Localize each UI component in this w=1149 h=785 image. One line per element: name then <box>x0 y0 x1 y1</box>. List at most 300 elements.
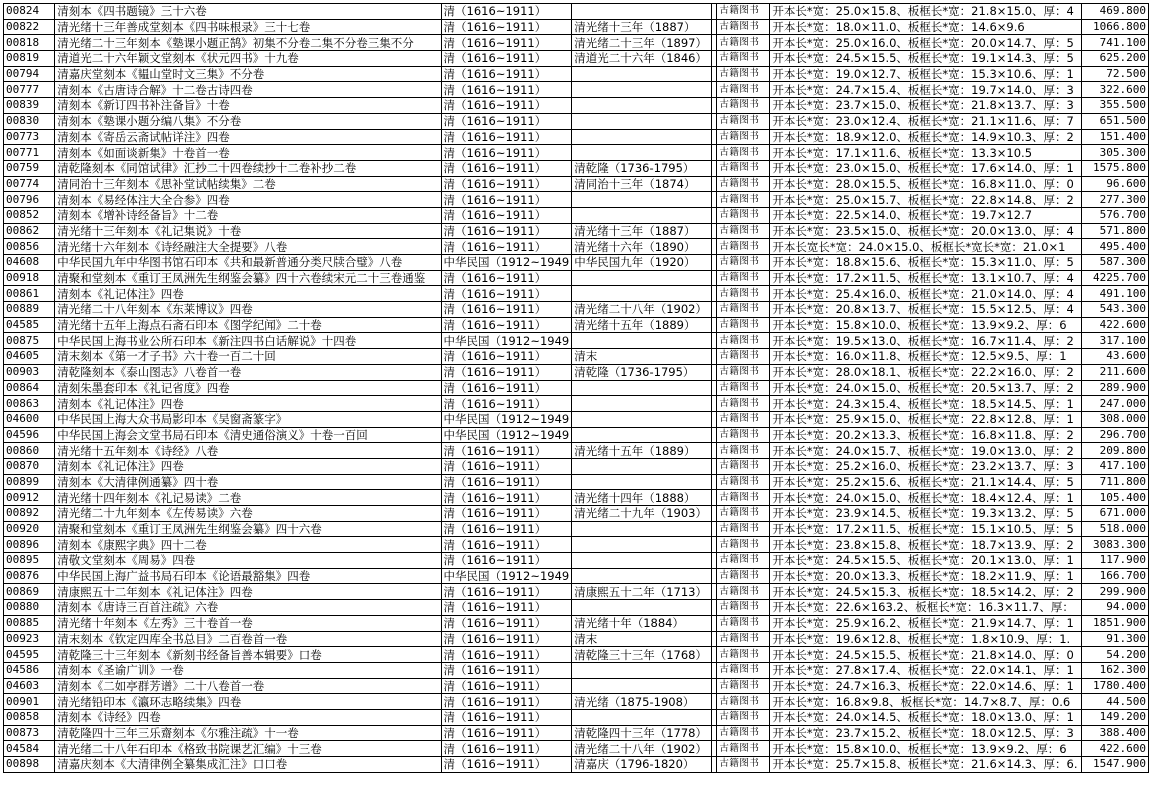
cell-spec[interactable]: 开本长*宽：24.5×15.5、板框长*宽：19.1×14.3、厚：5 <box>770 51 1082 67</box>
cell-amount[interactable]: 587.300 <box>1082 255 1149 271</box>
cell-category[interactable]: 古籍图书 <box>717 160 770 176</box>
cell-id[interactable]: 04585 <box>4 317 55 333</box>
cell-title[interactable]: 清道光二十六年颖文堂刻本《状元四书》十九卷 <box>55 51 441 67</box>
cell-spec[interactable]: 开本长*宽：17.2×11.5、板框长*宽：13.1×10.7、厚：4 <box>770 270 1082 286</box>
table-row[interactable] <box>4 427 1149 443</box>
table-row[interactable] <box>4 694 1149 710</box>
cell-id[interactable]: 00870 <box>4 458 55 474</box>
cell-spec[interactable]: 开本长*宽：28.0×18.1、板框长*宽：22.2×16.0、厚：2 <box>770 364 1082 380</box>
cell-spec[interactable]: 开本长*宽：24.3×15.4、板框长*宽：18.5×14.5、厚：1 <box>770 396 1082 412</box>
cell-title[interactable]: 中华民国上海广益书局石印本《论语最豁集》四卷 <box>55 568 441 584</box>
cell-category[interactable]: 古籍图书 <box>717 223 770 239</box>
cell-id[interactable]: 00771 <box>4 145 55 161</box>
cell-title[interactable]: 清刻本《礼记体注》四卷 <box>55 458 441 474</box>
cell-era[interactable]: 清光绪十五年（1889） <box>572 317 712 333</box>
cell-category[interactable]: 古籍图书 <box>717 662 770 678</box>
cell-spec[interactable]: 开本长*宽：24.0×15.7、板框长*宽：19.0×13.0、厚：2 <box>770 443 1082 459</box>
cell-era[interactable] <box>572 207 712 223</box>
cell-spec[interactable]: 开本长*宽：23.9×14.5、板框长*宽：19.3×13.2、厚：5 <box>770 506 1082 522</box>
cell-dynasty[interactable]: 清（1616~1911） <box>441 647 572 663</box>
cell-id[interactable]: 00889 <box>4 302 55 318</box>
cell-era[interactable] <box>572 129 712 145</box>
cell-era[interactable]: 清乾隆三十三年（1768） <box>572 647 712 663</box>
table-row[interactable] <box>4 490 1149 506</box>
cell-id[interactable]: 00876 <box>4 568 55 584</box>
cell-id[interactable]: 00839 <box>4 98 55 114</box>
cell-amount[interactable]: 571.800 <box>1082 223 1149 239</box>
cell-spec[interactable]: 开本长*宽：25.2×15.6、板框长*宽：21.1×14.4、厚：5 <box>770 474 1082 490</box>
cell-dynasty[interactable]: 中华民国（1912~1949 <box>441 411 572 427</box>
cell-dynasty[interactable]: 清（1616~1911） <box>441 129 572 145</box>
cell-id[interactable]: 00880 <box>4 600 55 616</box>
table-row[interactable] <box>4 4 1149 20</box>
cell-era[interactable] <box>572 537 712 553</box>
cell-category[interactable]: 古籍图书 <box>717 506 770 522</box>
cell-era[interactable]: 清末 <box>572 349 712 365</box>
cell-title[interactable]: 清乾隆刻本《泰山图志》八卷首一卷 <box>55 364 441 380</box>
cell-dynasty[interactable]: 清（1616~1911） <box>441 741 572 757</box>
cell-title[interactable]: 清刻本《唐诗三百首注疏》六卷 <box>55 600 441 616</box>
cell-amount[interactable]: 43.600 <box>1082 349 1149 365</box>
cell-title[interactable]: 清光绪二十三年刻本《塾课小题正鹄》初集不分卷二集不分卷三集不分 <box>55 35 441 51</box>
cell-spec[interactable]: 开本长*宽：17.2×11.5、板框长*宽：15.1×10.5、厚：5 <box>770 521 1082 537</box>
cell-spec[interactable]: 开本长*宽：28.0×15.5、板框长*宽：16.8×11.0、厚：0 <box>770 176 1082 192</box>
cell-title[interactable]: 清同治十三年刻本《思补堂试帖续集》二卷 <box>55 176 441 192</box>
cell-amount[interactable]: 422.600 <box>1082 741 1149 757</box>
cell-id[interactable]: 00794 <box>4 66 55 82</box>
cell-id[interactable]: 00895 <box>4 553 55 569</box>
cell-title[interactable]: 清刻朱墨套印本《礼记省度》四卷 <box>55 380 441 396</box>
cell-category[interactable]: 古籍图书 <box>717 207 770 223</box>
cell-amount[interactable]: 44.500 <box>1082 694 1149 710</box>
cell-era[interactable] <box>572 600 712 616</box>
table-row[interactable] <box>4 19 1149 35</box>
cell-title[interactable]: 清光绪十五年上海点石斋石印本《图学纪闻》二十卷 <box>55 317 441 333</box>
cell-dynasty[interactable]: 清（1616~1911） <box>441 553 572 569</box>
cell-era[interactable]: 清光绪十三年（1887） <box>572 223 712 239</box>
cell-title[interactable]: 清光绪十六年刻本《诗经融注大全提要》八卷 <box>55 239 441 255</box>
cell-spec[interactable]: 开本长*宽：23.0×12.4、板框长*宽：21.1×11.6、厚：7 <box>770 113 1082 129</box>
cell-id[interactable]: 00869 <box>4 584 55 600</box>
cell-spec[interactable]: 开本长*宽：24.0×15.0、板框长*宽：18.4×12.4、厚：1 <box>770 490 1082 506</box>
cell-category[interactable]: 古籍图书 <box>717 66 770 82</box>
cell-title[interactable]: 清乾隆四十三年三乐齋刻本《尔雅注疏》十一卷 <box>55 725 441 741</box>
table-row[interactable] <box>4 757 1149 773</box>
cell-spec[interactable]: 开本长*宽：19.5×13.0、板框长*宽：16.7×11.4、厚：2 <box>770 333 1082 349</box>
cell-amount[interactable]: 651.500 <box>1082 113 1149 129</box>
cell-amount[interactable]: 576.700 <box>1082 207 1149 223</box>
cell-spec[interactable]: 开本长*宽：19.0×12.7、板框长*宽：15.3×10.6、厚：1 <box>770 66 1082 82</box>
cell-id[interactable]: 04584 <box>4 741 55 757</box>
cell-era[interactable] <box>572 568 712 584</box>
cell-title[interactable]: 清聚和堂刻本《重订王凤洲先生纲鉴会纂》四十六卷续宋元二十三卷通鉴 <box>55 270 441 286</box>
cell-spec[interactable]: 开本长宽长*宽：24.0×15.0、板框长*宽长*宽：21.0×1 <box>770 239 1082 255</box>
cell-spec[interactable]: 开本长*宽：20.8×13.7、板框长*宽：15.5×12.5、厚：4 <box>770 302 1082 318</box>
cell-era[interactable]: 清光绪（1875-1908） <box>572 694 712 710</box>
cell-category[interactable]: 古籍图书 <box>717 490 770 506</box>
table-row[interactable] <box>4 66 1149 82</box>
cell-category[interactable]: 古籍图书 <box>717 364 770 380</box>
cell-id[interactable]: 00858 <box>4 709 55 725</box>
cell-id[interactable]: 00912 <box>4 490 55 506</box>
cell-era[interactable]: 清光绪十三年（1887） <box>572 19 712 35</box>
cell-era[interactable]: 清乾隆四十三年（1778） <box>572 725 712 741</box>
cell-spec[interactable]: 开本长*宽：23.0×15.0、板框长*宽：17.6×14.0、厚：1 <box>770 160 1082 176</box>
cell-dynasty[interactable]: 清（1616~1911） <box>441 286 572 302</box>
cell-id[interactable]: 00860 <box>4 443 55 459</box>
cell-spec[interactable]: 开本长*宽：22.6×163.2、板框长*宽：16.3×11.7、厚： <box>770 600 1082 616</box>
cell-spec[interactable]: 开本长*宽：16.0×11.8、板框长*宽：12.5×9.5、厚：1 <box>770 349 1082 365</box>
cell-category[interactable]: 古籍图书 <box>717 192 770 208</box>
table-row[interactable] <box>4 349 1149 365</box>
cell-dynasty[interactable]: 清（1616~1911） <box>441 19 572 35</box>
cell-category[interactable]: 古籍图书 <box>717 51 770 67</box>
cell-category[interactable]: 古籍图书 <box>717 302 770 318</box>
table-row[interactable] <box>4 255 1149 271</box>
cell-title[interactable]: 清刻本《诗经》四卷 <box>55 709 441 725</box>
table-row[interactable] <box>4 537 1149 553</box>
cell-amount[interactable]: 211.600 <box>1082 364 1149 380</box>
cell-id[interactable]: 00830 <box>4 113 55 129</box>
cell-amount[interactable]: 711.800 <box>1082 474 1149 490</box>
cell-title[interactable]: 清刻本《塾课小题分编八集》不分卷 <box>55 113 441 129</box>
cell-era[interactable]: 清乾隆（1736-1795） <box>572 364 712 380</box>
cell-category[interactable]: 古籍图书 <box>717 4 770 20</box>
table-row[interactable] <box>4 145 1149 161</box>
table-row[interactable] <box>4 51 1149 67</box>
table-row[interactable] <box>4 270 1149 286</box>
cell-era[interactable] <box>572 333 712 349</box>
table-row[interactable] <box>4 82 1149 98</box>
cell-dynasty[interactable]: 清（1616~1911） <box>441 192 572 208</box>
cell-dynasty[interactable]: 清（1616~1911） <box>441 396 572 412</box>
cell-category[interactable]: 古籍图书 <box>717 427 770 443</box>
cell-amount[interactable]: 296.700 <box>1082 427 1149 443</box>
cell-id[interactable]: 00899 <box>4 474 55 490</box>
cell-spec[interactable]: 开本长*宽：24.0×15.0、板框长*宽：20.5×13.7、厚：2 <box>770 380 1082 396</box>
cell-dynasty[interactable]: 清（1616~1911） <box>441 207 572 223</box>
cell-amount[interactable]: 1547.900 <box>1082 757 1149 773</box>
cell-category[interactable]: 古籍图书 <box>717 98 770 114</box>
cell-era[interactable] <box>572 270 712 286</box>
cell-era[interactable]: 清光绪十五年（1889） <box>572 443 712 459</box>
table-row[interactable] <box>4 443 1149 459</box>
table-row[interactable] <box>4 160 1149 176</box>
cell-title[interactable]: 清刻本《大清律例通纂》四十卷 <box>55 474 441 490</box>
table-row[interactable] <box>4 98 1149 114</box>
cell-era[interactable]: 清同治十三年（1874） <box>572 176 712 192</box>
cell-dynasty[interactable]: 中华民国（1912~1949 <box>441 255 572 271</box>
cell-category[interactable]: 古籍图书 <box>717 678 770 694</box>
table-row[interactable] <box>4 396 1149 412</box>
cell-dynasty[interactable]: 清（1616~1911） <box>441 458 572 474</box>
cell-id[interactable]: 00873 <box>4 725 55 741</box>
cell-era[interactable] <box>572 113 712 129</box>
cell-spec[interactable]: 开本长*宽：24.7×16.3、板框长*宽：22.0×14.6、厚：1 <box>770 678 1082 694</box>
cell-amount[interactable]: 247.000 <box>1082 396 1149 412</box>
cell-category[interactable]: 古籍图书 <box>717 553 770 569</box>
cell-era[interactable] <box>572 98 712 114</box>
cell-category[interactable]: 古籍图书 <box>717 380 770 396</box>
cell-title[interactable]: 清末刻本《钦定四库全书总目》二百卷首一卷 <box>55 631 441 647</box>
cell-dynasty[interactable]: 清（1616~1911） <box>441 662 572 678</box>
cell-dynasty[interactable]: 清（1616~1911） <box>441 709 572 725</box>
table-row[interactable] <box>4 506 1149 522</box>
table-row[interactable] <box>4 223 1149 239</box>
cell-era[interactable] <box>572 662 712 678</box>
cell-spec[interactable]: 开本长*宽：24.5×15.3、板框长*宽：18.5×14.2、厚：2 <box>770 584 1082 600</box>
cell-spec[interactable]: 开本长*宽：24.7×15.4、板框长*宽：19.7×14.0、厚：3 <box>770 82 1082 98</box>
cell-category[interactable]: 古籍图书 <box>717 349 770 365</box>
cell-spec[interactable]: 开本长*宽：23.8×15.8、板框长*宽：18.7×13.9、厚：2 <box>770 537 1082 553</box>
cell-era[interactable]: 清道光二十六年（1846） <box>572 51 712 67</box>
cell-id[interactable]: 00773 <box>4 129 55 145</box>
cell-title[interactable]: 中华民国上海书业公所石印本《新注四书白话解说》十四卷 <box>55 333 441 349</box>
cell-id[interactable]: 00898 <box>4 757 55 773</box>
cell-spec[interactable]: 开本长*宽：24.0×14.5、板框长*宽：18.0×13.0、厚：1 <box>770 709 1082 725</box>
cell-era[interactable] <box>572 474 712 490</box>
cell-title[interactable]: 清刻本《增补诗经备旨》十二卷 <box>55 207 441 223</box>
cell-category[interactable]: 古籍图书 <box>717 709 770 725</box>
cell-dynasty[interactable]: 清（1616~1911） <box>441 160 572 176</box>
cell-spec[interactable]: 开本长*宽：17.1×11.6、板框长*宽：13.3×10.5 <box>770 145 1082 161</box>
table-row[interactable] <box>4 176 1149 192</box>
cell-id[interactable]: 00759 <box>4 160 55 176</box>
cell-dynasty[interactable]: 清（1616~1911） <box>441 145 572 161</box>
cell-era[interactable]: 清光绪十四年（1888） <box>572 490 712 506</box>
cell-dynasty[interactable]: 清（1616~1911） <box>441 694 572 710</box>
cell-dynasty[interactable]: 清（1616~1911） <box>441 82 572 98</box>
cell-spec[interactable]: 开本长*宽：25.4×16.0、板框长*宽：21.0×14.0、厚：4 <box>770 286 1082 302</box>
cell-title[interactable]: 清嘉庆堂刻本《韫山堂时文三集》不分卷 <box>55 66 441 82</box>
cell-spec[interactable]: 开本长*宽：24.5×15.5、板框长*宽：20.1×13.0、厚：1 <box>770 553 1082 569</box>
cell-id[interactable]: 04603 <box>4 678 55 694</box>
cell-dynasty[interactable]: 清（1616~1911） <box>441 506 572 522</box>
cell-id[interactable]: 04605 <box>4 349 55 365</box>
cell-title[interactable]: 清刻本《新订四书补注备旨》十卷 <box>55 98 441 114</box>
cell-spec[interactable]: 开本长*宽：25.0×15.7、板框长*宽：22.8×14.8、厚：2 <box>770 192 1082 208</box>
cell-title[interactable]: 清乾隆三十三年刻本《新刻书经备旨善本辑要》口卷 <box>55 647 441 663</box>
cell-amount[interactable]: 162.300 <box>1082 662 1149 678</box>
cell-category[interactable]: 古籍图书 <box>717 145 770 161</box>
cell-era[interactable] <box>572 553 712 569</box>
cell-dynasty[interactable]: 清（1616~1911） <box>441 725 572 741</box>
cell-title[interactable]: 中华民国九年中华图书馆石印本《共和最新普通分类尺牍合璧》八卷 <box>55 255 441 271</box>
cell-dynasty[interactable]: 清（1616~1911） <box>441 490 572 506</box>
cell-category[interactable]: 古籍图书 <box>717 615 770 631</box>
cell-spec[interactable]: 开本长*宽：25.0×16.0、板框长*宽：20.0×14.7、厚：5 <box>770 35 1082 51</box>
table-row[interactable] <box>4 364 1149 380</box>
table-row[interactable] <box>4 631 1149 647</box>
cell-id[interactable]: 00885 <box>4 615 55 631</box>
cell-amount[interactable]: 96.600 <box>1082 176 1149 192</box>
cell-title[interactable]: 清刻本《易经体注大全合参》四卷 <box>55 192 441 208</box>
cell-spec[interactable]: 开本长*宽：22.5×14.0、板框长*宽：19.7×12.7 <box>770 207 1082 223</box>
cell-amount[interactable]: 543.300 <box>1082 302 1149 318</box>
cell-dynasty[interactable]: 清（1616~1911） <box>441 443 572 459</box>
cell-category[interactable]: 古籍图书 <box>717 537 770 553</box>
cell-amount[interactable]: 94.000 <box>1082 600 1149 616</box>
cell-amount[interactable]: 54.200 <box>1082 647 1149 663</box>
cell-title[interactable]: 清光绪十三年善成堂刻本《四书味根录》三十七卷 <box>55 19 441 35</box>
cell-spec[interactable]: 开本长*宽：15.8×10.0、板框长*宽：13.9×9.2、厚：6 <box>770 741 1082 757</box>
cell-id[interactable]: 00903 <box>4 364 55 380</box>
cell-era[interactable] <box>572 192 712 208</box>
cell-id[interactable]: 00918 <box>4 270 55 286</box>
cell-era[interactable] <box>572 427 712 443</box>
cell-title[interactable]: 清光绪二十九年刻本《左传易读》六卷 <box>55 506 441 522</box>
cell-category[interactable]: 古籍图书 <box>717 443 770 459</box>
cell-title[interactable]: 清刻本《四书题镜》三十六卷 <box>55 4 441 20</box>
cell-era[interactable] <box>572 66 712 82</box>
cell-dynasty[interactable]: 清（1616~1911） <box>441 113 572 129</box>
cell-dynasty[interactable]: 清（1616~1911） <box>441 584 572 600</box>
cell-dynasty[interactable]: 清（1616~1911） <box>441 521 572 537</box>
cell-dynasty[interactable]: 清（1616~1911） <box>441 631 572 647</box>
cell-amount[interactable]: 1851.900 <box>1082 615 1149 631</box>
cell-title[interactable]: 中华民国上海大众书局影印本《吴窗斋篆字》 <box>55 411 441 427</box>
cell-dynasty[interactable]: 清（1616~1911） <box>441 757 572 773</box>
cell-amount[interactable]: 305.300 <box>1082 145 1149 161</box>
cell-title[interactable]: 清聚和堂刻本《重订王凤洲先生纲鉴会纂》四十六卷 <box>55 521 441 537</box>
cell-spec[interactable]: 开本长*宽：20.2×13.3、板框长*宽：16.8×11.8、厚：2 <box>770 427 1082 443</box>
table-row[interactable] <box>4 474 1149 490</box>
cell-amount[interactable]: 322.600 <box>1082 82 1149 98</box>
cell-spec[interactable]: 开本长*宽：23.7×15.2、板框长*宽：18.0×12.5、厚：3 <box>770 725 1082 741</box>
cell-era[interactable]: 清光绪二十九年（1903） <box>572 506 712 522</box>
cell-amount[interactable]: 149.200 <box>1082 709 1149 725</box>
cell-amount[interactable]: 495.400 <box>1082 239 1149 255</box>
cell-category[interactable]: 古籍图书 <box>717 725 770 741</box>
cell-category[interactable]: 古籍图书 <box>717 255 770 271</box>
cell-amount[interactable]: 625.200 <box>1082 51 1149 67</box>
cell-title[interactable]: 清光绪二十八年刻本《东莱博议》四卷 <box>55 302 441 318</box>
cell-dynasty[interactable]: 清（1616~1911） <box>441 302 572 318</box>
cell-dynasty[interactable]: 清（1616~1911） <box>441 98 572 114</box>
cell-id[interactable]: 00856 <box>4 239 55 255</box>
cell-category[interactable]: 古籍图书 <box>717 270 770 286</box>
table-row[interactable] <box>4 600 1149 616</box>
cell-era[interactable]: 清康熙五十二年（1713） <box>572 584 712 600</box>
cell-id[interactable]: 00920 <box>4 521 55 537</box>
table-row[interactable] <box>4 647 1149 663</box>
cell-id[interactable]: 04586 <box>4 662 55 678</box>
cell-category[interactable]: 古籍图书 <box>717 411 770 427</box>
cell-era[interactable]: 清嘉庆（1796-1820） <box>572 757 712 773</box>
table-row[interactable] <box>4 521 1149 537</box>
cell-id[interactable]: 00863 <box>4 396 55 412</box>
cell-amount[interactable]: 741.100 <box>1082 35 1149 51</box>
table-row[interactable] <box>4 129 1149 145</box>
cell-id[interactable]: 04596 <box>4 427 55 443</box>
cell-amount[interactable]: 317.100 <box>1082 333 1149 349</box>
table-row[interactable] <box>4 678 1149 694</box>
cell-era[interactable] <box>572 286 712 302</box>
table-row[interactable] <box>4 553 1149 569</box>
cell-amount[interactable]: 1780.400 <box>1082 678 1149 694</box>
cell-dynasty[interactable]: 清（1616~1911） <box>441 66 572 82</box>
cell-title[interactable]: 清乾隆刻本《同馆试律》汇抄二十四卷续抄十二卷补抄二卷 <box>55 160 441 176</box>
cell-amount[interactable]: 117.900 <box>1082 553 1149 569</box>
cell-dynasty[interactable]: 中华民国（1912~1949 <box>441 333 572 349</box>
cell-id[interactable]: 00901 <box>4 694 55 710</box>
cell-spec[interactable]: 开本长*宽：25.2×16.0、板框长*宽：23.2×13.7、厚：3 <box>770 458 1082 474</box>
cell-category[interactable]: 古籍图书 <box>717 568 770 584</box>
cell-era[interactable] <box>572 82 712 98</box>
cell-amount[interactable]: 355.500 <box>1082 98 1149 114</box>
cell-amount[interactable]: 91.300 <box>1082 631 1149 647</box>
cell-amount[interactable]: 491.100 <box>1082 286 1149 302</box>
cell-dynasty[interactable]: 清（1616~1911） <box>441 4 572 20</box>
cell-id[interactable]: 00819 <box>4 51 55 67</box>
table-row[interactable] <box>4 333 1149 349</box>
cell-id[interactable]: 04608 <box>4 255 55 271</box>
cell-category[interactable]: 古籍图书 <box>717 474 770 490</box>
table-row[interactable] <box>4 725 1149 741</box>
cell-dynasty[interactable]: 清（1616~1911） <box>441 380 572 396</box>
cell-era[interactable] <box>572 678 712 694</box>
cell-id[interactable]: 00864 <box>4 380 55 396</box>
cell-category[interactable]: 古籍图书 <box>717 647 770 663</box>
cell-amount[interactable]: 151.400 <box>1082 129 1149 145</box>
cell-title[interactable]: 清刻本《古唐诗合解》十二卷古诗四卷 <box>55 82 441 98</box>
cell-dynasty[interactable]: 清（1616~1911） <box>441 176 572 192</box>
cell-category[interactable]: 古籍图书 <box>717 19 770 35</box>
cell-amount[interactable]: 1066.800 <box>1082 19 1149 35</box>
cell-dynasty[interactable]: 清（1616~1911） <box>441 270 572 286</box>
cell-amount[interactable]: 388.400 <box>1082 725 1149 741</box>
cell-dynasty[interactable]: 清（1616~1911） <box>441 51 572 67</box>
cell-id[interactable]: 00892 <box>4 506 55 522</box>
cell-era[interactable]: 清光绪二十八年（1902） <box>572 741 712 757</box>
cell-title[interactable]: 中华民国上海会文堂书局石印本《清史通俗演义》十卷一百回 <box>55 427 441 443</box>
table-row[interactable] <box>4 568 1149 584</box>
cell-era[interactable] <box>572 411 712 427</box>
cell-dynasty[interactable]: 清（1616~1911） <box>441 239 572 255</box>
cell-category[interactable]: 古籍图书 <box>717 286 770 302</box>
cell-category[interactable]: 古籍图书 <box>717 176 770 192</box>
cell-spec[interactable]: 开本长*宽：20.0×13.3、板框长*宽：18.2×11.9、厚：1 <box>770 568 1082 584</box>
cell-era[interactable]: 清光绪二十三年（1897） <box>572 35 712 51</box>
cell-id[interactable]: 00923 <box>4 631 55 647</box>
cell-amount[interactable]: 299.900 <box>1082 584 1149 600</box>
cell-category[interactable]: 古籍图书 <box>717 694 770 710</box>
cell-title[interactable]: 清刻本《二如亭群芳谱》二十八卷首一卷 <box>55 678 441 694</box>
cell-title[interactable]: 清刻本《康熙字典》四十二卷 <box>55 537 441 553</box>
cell-dynasty[interactable]: 中华民国（1912~1949 <box>441 427 572 443</box>
cell-era[interactable] <box>572 709 712 725</box>
cell-spec[interactable]: 开本长*宽：23.5×15.0、板框长*宽：20.0×13.0、厚：4 <box>770 223 1082 239</box>
cell-amount[interactable]: 166.700 <box>1082 568 1149 584</box>
cell-category[interactable]: 古籍图书 <box>717 521 770 537</box>
cell-title[interactable]: 清康熙五十二年刻本《礼记体注》四卷 <box>55 584 441 600</box>
table-row[interactable] <box>4 207 1149 223</box>
cell-title[interactable]: 清光绪十五年刻本《诗经》八卷 <box>55 443 441 459</box>
cell-era[interactable]: 清光绪二十八年（1902） <box>572 302 712 318</box>
cell-amount[interactable]: 308.000 <box>1082 411 1149 427</box>
table-row[interactable] <box>4 458 1149 474</box>
table-row[interactable] <box>4 380 1149 396</box>
cell-spec[interactable]: 开本长*宽：25.9×15.0、板框长*宽：22.8×12.8、厚：1 <box>770 411 1082 427</box>
cell-id[interactable]: 00777 <box>4 82 55 98</box>
cell-spec[interactable]: 开本长*宽：18.0×11.0、板框长*宽：14.6×9.6 <box>770 19 1082 35</box>
cell-spec[interactable]: 开本长*宽：15.8×10.0、板框长*宽：13.9×9.2、厚：6 <box>770 317 1082 333</box>
cell-dynasty[interactable]: 清（1616~1911） <box>441 349 572 365</box>
cell-amount[interactable]: 671.000 <box>1082 506 1149 522</box>
cell-dynasty[interactable]: 清（1616~1911） <box>441 474 572 490</box>
cell-dynasty[interactable]: 清（1616~1911） <box>441 678 572 694</box>
cell-id[interactable]: 00824 <box>4 4 55 20</box>
